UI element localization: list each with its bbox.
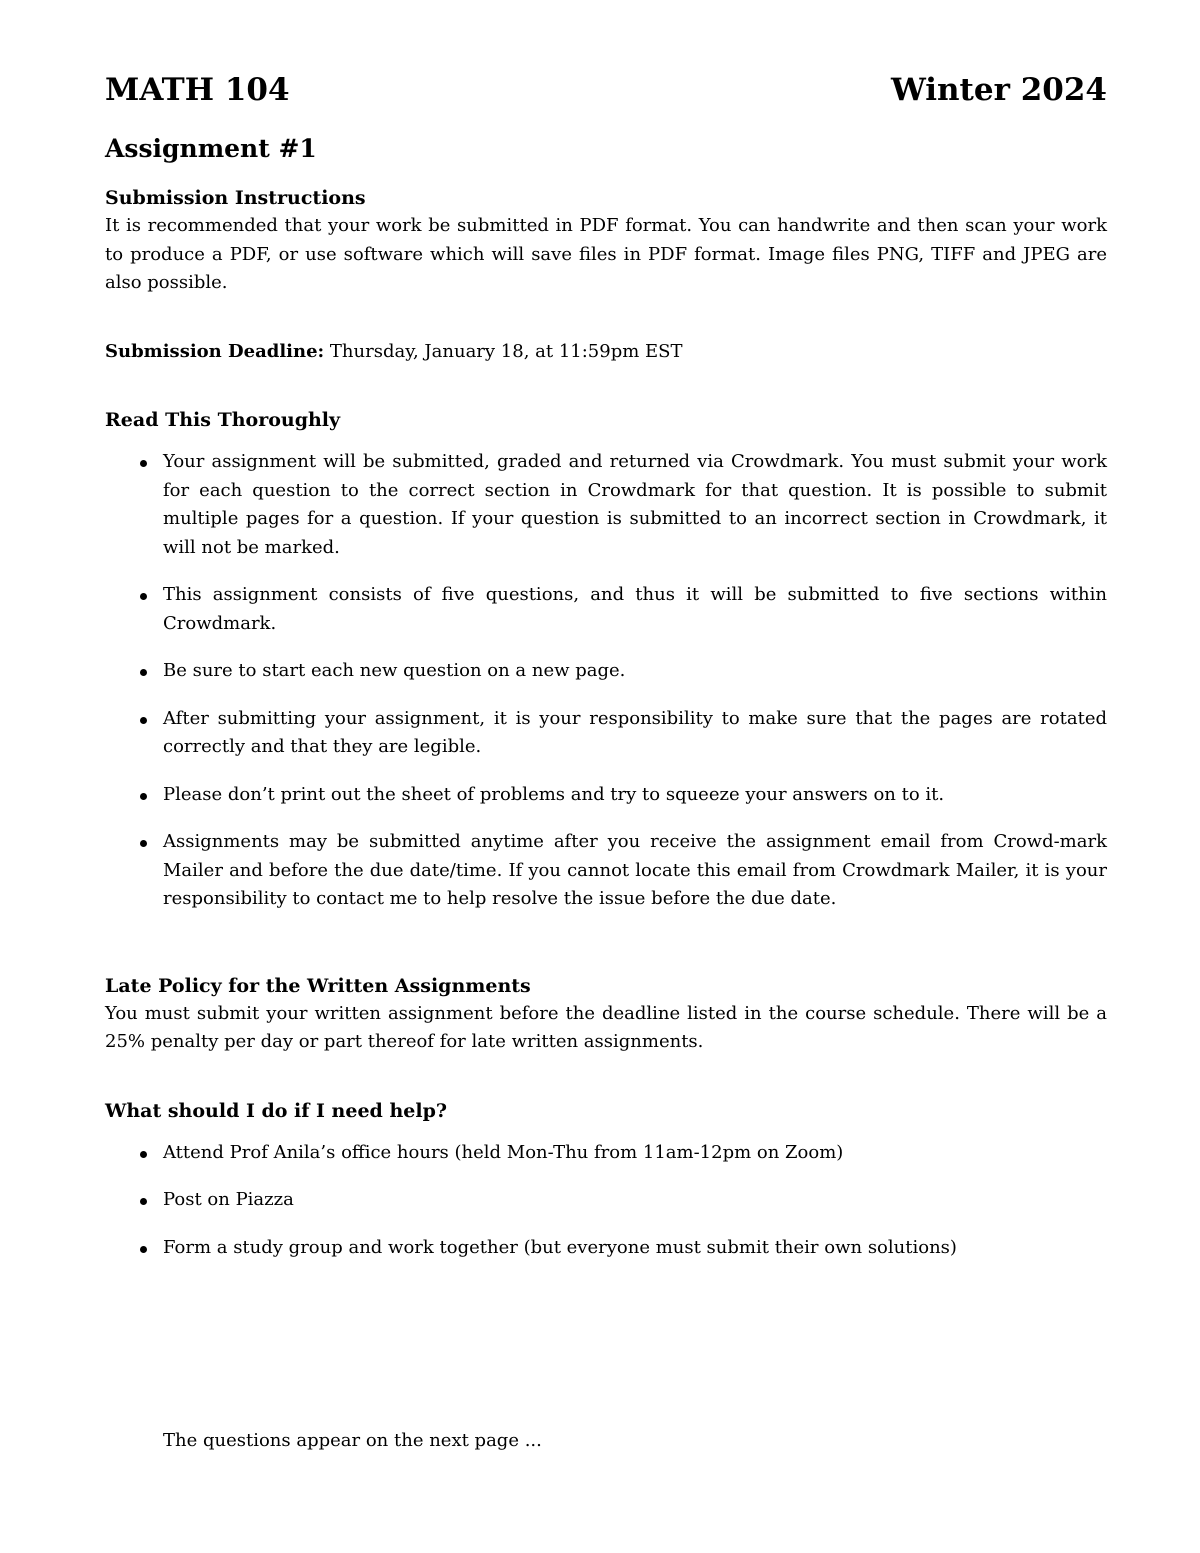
bullet-icon [140,669,147,676]
read-thoroughly-heading: Read This Thoroughly [105,409,341,431]
list-item: After submitting your assignment, it is your responsibility to make sure that the pages are rotated correctly and that they are legible. [105,705,1107,762]
read-thoroughly-list [105,448,1107,914]
bullet-icon [140,1198,147,1205]
list-item: This assignment consists of five questions, and thus it will be submitted to five sections within Crowdmark. [105,581,1107,638]
bullet-icon [140,717,147,724]
document-page [105,70,1107,1262]
late-policy-body: You must submit your written assignment before the deadline listed in the course schedule. There will be a 25% penalty per day or part thereof for late written assignments. [105,1002,1107,1052]
deadline-value: Thursday, January 18, at 11:59pm EST [324,340,683,362]
list-item: Please don’t print out the sheet of problems and try to squeeze your answers on to it. [105,781,1107,810]
help-list [105,1139,1107,1263]
list-item: Your assignment will be submitted, graded and returned via Crowdmark. You must submit your work for each question to the correct section in Crowdmark for that question. It is possible to submit multiple pages for a question. If your question is submitted to an incorrect section in Crowdmark, it will not be marked. [105,448,1107,562]
help-heading: What should I do if I need help? [105,1099,447,1122]
bullet-icon [140,1151,147,1158]
bullet-icon [140,1246,147,1253]
course-title: MATH 104 [105,72,290,108]
submission-instructions-heading: Submission Instructions [105,187,366,209]
list-item: Assignments may be submitted anytime after you receive the assignment email from Crowd-mark Mailer and before the due date/time. If you cannot locate this email from Crowdmark Mailer, it is your responsibility to contact me to help resolve the issue before the due date. [105,828,1107,914]
submission-instructions-body: It is recommended that your work be submitted in PDF format. You can handwrite and then scan your work to produce a PDF, or use software which will save files in PDF format. Image files PNG, TIFF and JPEG are also possible. [105,215,1107,293]
list-item: Form a study group and work together (but everyone must submit their own solutions) [105,1234,1107,1263]
term-label: Winter 2024 [890,72,1107,108]
late-policy-heading: Late Policy for the Written Assignments [105,974,531,997]
assignment-title: Assignment #1 [105,134,317,163]
list-item: Post on Piazza [105,1186,1107,1215]
bullet-icon [140,793,147,800]
list-item: Attend Prof Anila’s office hours (held Mon-Thu from 11am-12pm on Zoom) [105,1139,1107,1168]
bullet-icon [140,840,147,847]
next-page-note: The questions appear on the next page ... [163,1430,542,1451]
deadline-label: Submission Deadline: [105,340,325,362]
submission-deadline [105,338,1107,367]
list-item: Be sure to start each new question on a new page. [105,657,1107,686]
bullet-icon [140,593,147,600]
bullet-icon [140,460,147,467]
page-header [105,70,1107,110]
